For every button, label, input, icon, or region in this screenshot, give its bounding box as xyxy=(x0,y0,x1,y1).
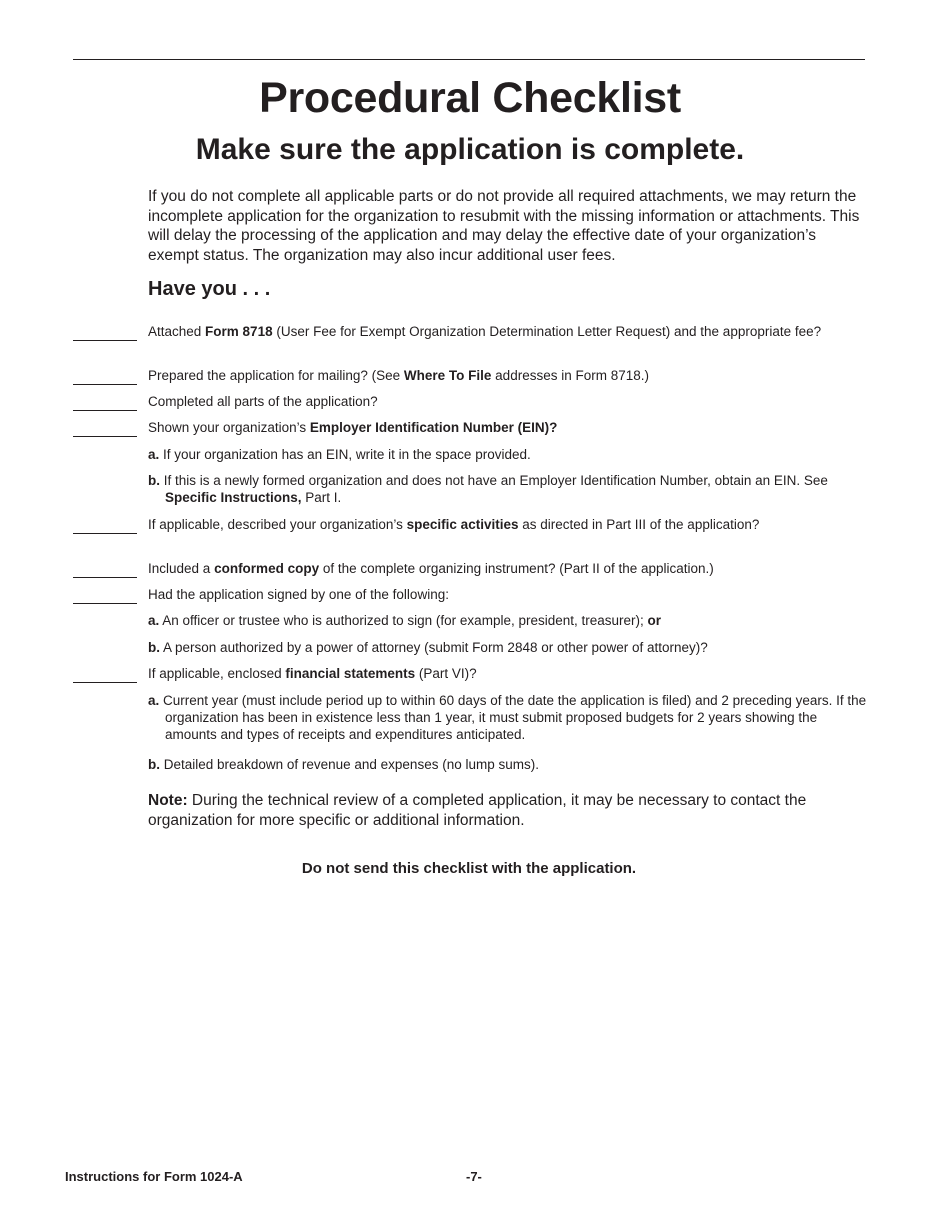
checkbox-line-conformed-copy[interactable] xyxy=(73,577,137,578)
checklist-item-all-parts: Completed all parts of the application? xyxy=(148,394,378,409)
checkbox-line-signed[interactable] xyxy=(73,603,137,604)
sub-item-sign-b: b. A person authorized by a power of attorney (submit Form 2848 or other power of attorney)? xyxy=(148,640,708,655)
checklist-item-mailing: Prepared the application for mailing? (See Where To File addresses in Form 8718.) xyxy=(148,368,649,383)
checkbox-line-financial-statements[interactable] xyxy=(73,682,137,683)
checkbox-line-ein[interactable] xyxy=(73,436,137,437)
page-subtitle: Make sure the application is complete. xyxy=(195,133,745,166)
have-you-heading: Have you . . . xyxy=(148,278,271,300)
checklist-item-conformed-copy: Included a conformed copy of the complete organizing instrument? (Part II of the application.) xyxy=(148,561,714,576)
footer-page-number: -7- xyxy=(466,1169,482,1184)
checkbox-line-form-8718[interactable] xyxy=(73,340,137,341)
checklist-item-form-8718: Attached Form 8718 (User Fee for Exempt Organization Determination Letter Request) and the appropriate fee? xyxy=(148,324,822,339)
final-instruction: Do not send this checklist with the application. xyxy=(301,860,637,877)
note-paragraph: Note: During the technical review of a completed application, it may be necessary to contact the organization for more specific or additional information. xyxy=(148,792,807,829)
footer-form-name: Instructions for Form 1024-A xyxy=(65,1169,243,1184)
checklist-item-signed: Had the application signed by one of the following: xyxy=(148,587,449,602)
checkbox-line-mailing[interactable] xyxy=(73,384,137,385)
sub-item-sign-a: a. An officer or trustee who is authorized to sign (for example, president, treasurer); or xyxy=(148,613,662,628)
checklist-item-specific-activities: If applicable, described your organization’s specific activities as directed in Part III of the application? xyxy=(148,517,760,532)
page-title: Procedural Checklist xyxy=(259,74,681,122)
sub-item-ein-b: b. If this is a newly formed organization and does not have an Employer Identification Number, obtain an EIN. See Specific Instructions, Part I. xyxy=(148,473,828,505)
sub-item-ein-a: a. If your organization has an EIN, write it in the space provided. xyxy=(148,447,531,462)
intro-paragraph: If you do not complete all applicable parts or do not provide all required attachments, we may return the incomplete application for the organization to resubmit with the missing information or attachments. This will delay the processing of the application and may delay the effective date of your organization’s exempt status. The organization may also incur additional user fees. xyxy=(148,188,860,264)
sub-item-fin-a: a. Current year (must include period up to within 60 days of the date the application is filed) and 2 preceding years. If the organization has been in existence less than 1 year, it must submit proposed budgets for 2 years showing the amounts and types of receipts and expenditures anticipated. xyxy=(148,693,867,742)
checkbox-line-all-parts[interactable] xyxy=(73,410,137,411)
sub-item-fin-b: b. Detailed breakdown of revenue and expenses (no lump sums). xyxy=(148,757,539,772)
top-rule xyxy=(73,59,865,60)
checklist-item-financial-statements: If applicable, enclosed financial statements (Part VI)? xyxy=(148,666,477,681)
checklist-item-ein: Shown your organization’s Employer Identification Number (EIN)? xyxy=(148,420,558,435)
checkbox-line-specific-activities[interactable] xyxy=(73,533,137,534)
